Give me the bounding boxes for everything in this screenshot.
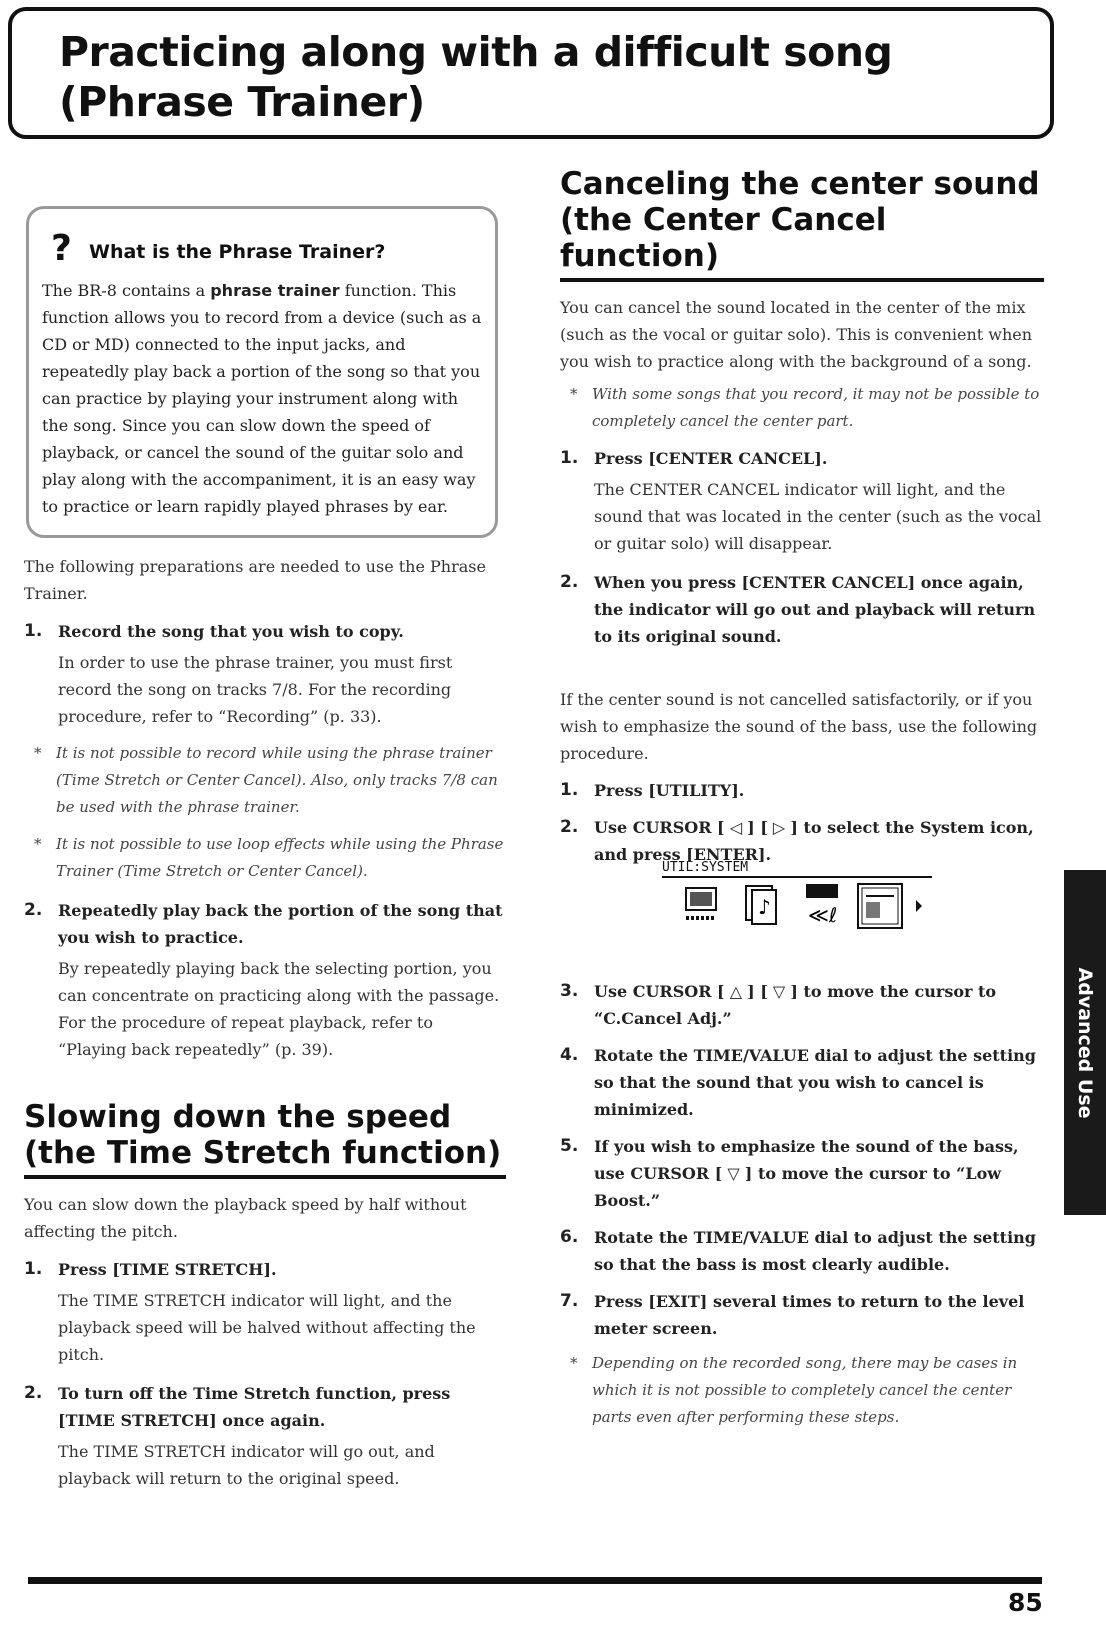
page-title-line2: (Phrase Trainer) (59, 78, 425, 126)
center-cancel-step-2: 2. When you press [CENTER CANCEL] once again, the indicator will go out and playback will return to its original sound. (560, 572, 1036, 646)
center-cancel-note-2: * Depending on the recorded song, there may be cases in which it is not possible to completely cancel the center parts even after performing these steps. (570, 1354, 1018, 1426)
center-cancel-section (560, 166, 1044, 1431)
time-stretch-step-1: 1. Press [TIME STRETCH]. The TIME STRETCH indicator will light, and the playback speed will be halved without affecting the pitch. (24, 1259, 476, 1364)
prep-step-1: 1. Record the song that you wish to copy. In order to use the phrase trainer, you must first record the song on tracks 7/8. For the recording procedure, refer to “Recording” (p. 33). (24, 621, 453, 726)
phrase-trainer-callout (26, 206, 498, 538)
adjust-step-1: 1. Press [UTILITY]. (560, 780, 745, 800)
center-cancel-intro: You can cancel the sound located in the center of the mix (such as the vocal or guitar solo). This is convenient when you wish to practice along with the background of a song. (560, 298, 1033, 371)
section-side-tab: Advanced Use (1064, 870, 1106, 1215)
footer-rule (28, 1577, 1042, 1584)
page-title-box (8, 7, 1054, 139)
adjust-step-2: 2. Use CURSOR [ ◁ ] [ ▷ ] to select the System icon, and press [ENTER]. (560, 817, 1034, 864)
adjust-step-4: 4. Rotate the TIME/VALUE dial to adjust the setting so that the sound that you wish to cancel is minimized. (560, 1045, 1036, 1119)
cursor-left-icon: ◁ (724, 818, 748, 837)
time-stretch-heading: Slowing down the speed (the Time Stretch function) (24, 1099, 506, 1179)
cursor-right-icon: ▷ (767, 818, 791, 837)
center-cancel-intro-2: If the center sound is not cancelled satisfactorily, or if you wish to emphasize the sound of the bass, use the following procedure. (560, 690, 1038, 763)
page-title (59, 27, 892, 127)
lcd-system-screen (662, 860, 936, 932)
adjust-step-6: 6. Rotate the TIME/VALUE dial to adjust the setting so that the bass is most clearly audible. (560, 1227, 1036, 1274)
system-icon (806, 884, 838, 927)
center-cancel-adj-icon (858, 884, 902, 928)
adjust-step-7: 7. Press [EXIT] several times to return to the level meter screen. (560, 1291, 1025, 1338)
cursor-down-icon: ▽ (722, 1164, 745, 1183)
prep-step-2: 2. Repeatedly play back the portion of the song that you wish to practice. By repeatedly playing back the selecting portion, you can concentrate on practicing along with the passage. For the procedure of repeat playback, refer to “Playing back repeatedly” (p. 39). (24, 900, 503, 1059)
mixer-icon (686, 888, 716, 918)
page-number: 85 (1008, 1588, 1043, 1617)
svg-text:♪: ♪ (758, 895, 771, 919)
preparations-section (24, 553, 506, 1063)
preparations-intro: The following preparations are needed to use the Phrase Trainer. (24, 557, 486, 603)
question-mark-icon: ? (51, 228, 72, 269)
cursor-down-icon: ▽ (767, 982, 791, 1001)
center-cancel-step-1: 1. Press [CENTER CANCEL]. The CENTER CANCEL indicator will light, and the sound that was located in the center (such as the vocal or guitar solo) will disappear. (560, 448, 1042, 553)
center-cancel-heading: Canceling the center sound (the Center Cancel function) (560, 166, 1044, 282)
prep-note-1: * It is not possible to record while using the phrase trainer (Time Stretch or Center Cancel). Also, only tracks 7/8 can be used with the phrase trainer. (34, 744, 498, 816)
cursor-up-icon: △ (724, 982, 748, 1001)
center-cancel-note-1: * With some songs that you record, it may not be possible to completely cancel the center part. (570, 385, 1040, 430)
adjust-step-3: 3. Use CURSOR [ △ ] [ ▽ ] to move the cursor to “C.Cancel Adj.” (560, 981, 997, 1028)
time-stretch-intro: You can slow down the playback speed by half without affecting the pitch. (24, 1195, 467, 1241)
prep-note-2: * It is not possible to use loop effects while using the Phrase Trainer (Time Stretch or Center Cancel). (34, 835, 504, 880)
song-icon (746, 886, 776, 924)
adjust-step-5: 5. If you wish to emphasize the sound of the bass, use CURSOR [ ▽ ] to move the cursor to “Low Boost.” (560, 1136, 1019, 1210)
scroll-right-arrow-icon (916, 900, 922, 912)
svg-text:≪ℓ: ≪ℓ (808, 903, 838, 927)
callout-heading: What is the Phrase Trainer? (89, 241, 386, 263)
lcd-icons (662, 878, 936, 934)
time-stretch-step-2: 2. To turn off the Time Stretch function, press [TIME STRETCH] once again. The TIME STRETCH indicator will go out, and playback will return to the original speed. (24, 1383, 451, 1488)
callout-body: The BR-8 contains a phrase trainer function. This function allows you to record from a device (such as a CD or MD) connected to the input jacks, and repeatedly play back a portion of the song so that you can practice by playing your instrument along with the song. Since you can slow down the speed of playback, or cancel the sound of the guitar solo and play along with the accompaniment, it is an easy way to practice or learn rapidly played phrases by ear. (42, 281, 482, 516)
page-title-line1: Practicing along with a difficult song (59, 28, 893, 76)
time-stretch-section (24, 1099, 506, 1492)
lcd-label: UTIL:SYSTEM (662, 860, 932, 878)
